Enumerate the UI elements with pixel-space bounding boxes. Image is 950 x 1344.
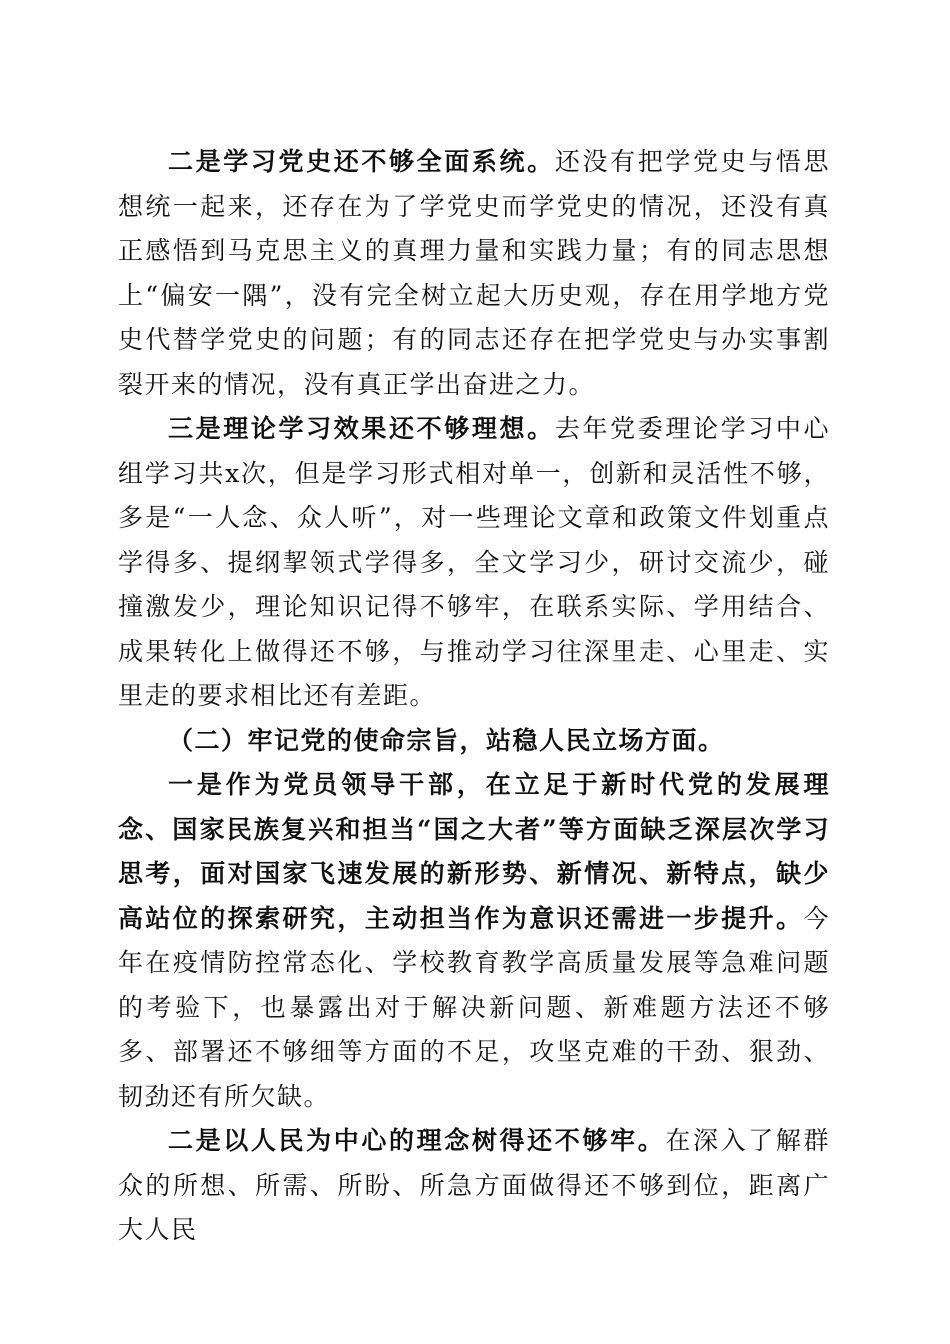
- paragraph-text: 还没有把学党史与悟思想统一起来，还存在为了学党史而学党史的情况，还没有真正感悟到马克思主义的真理力量和实践力量；有的同志思想上“偏安一隅”，没有完全树立起大历史观，存在用学地方党史代替学党史的问题；有的同志还存在把学党史与办实事割裂开来的情况，没有真正学出奋进之力。: [118, 147, 830, 399]
- paragraph-text: 今年在疫情防控常态化、学校教育教学高质量发展等急难问题的考验下，也暴露出对于解决新问题、新难题方法还不够多、部署还不够细等方面的不足，攻坚克难的干劲、狠劲、韧劲还有所欠缺。: [118, 903, 830, 1111]
- document-body: [118, 140, 830, 1253]
- section-heading-text: （二）牢记党的使命宗旨，站稳人民立场方面。: [168, 725, 725, 755]
- paragraph-lead: 一是作为党员领导干部，在立足于新时代党的发展理念、国家民族复兴和担当“国之大者”等方面缺乏深层次学习思考，面对国家飞速发展的新形势、新情况、新特点，缺少高站位的探索研究，主动担当作为意识还需进一步提升。: [118, 770, 830, 933]
- paragraph-text: 在深入了解群众的所想、所需、所盼、所急方面做得还不够到位，距离广大人民: [118, 1126, 830, 1244]
- section-heading: [118, 719, 830, 764]
- paragraph-lead: 二是学习党史还不够全面系统。: [168, 147, 555, 176]
- paragraph-text: 去年党委理论学习中心组学习共x次，但是学习形式相对单一，创新和灵活性不够，多是“一人念、众人听”，对一些理论文章和政策文件划重点学得多、提纲挈领式学得多，全文学习少，研讨交流少，碰撞激发少，理论知识记得不够牢，在联系实际、学用结合、成果转化上做得还不够，与推动学习往深里走、心里走、实里走的要求相比还有差距。: [118, 414, 830, 710]
- paragraph-theory-study: [118, 407, 830, 719]
- paragraph-lead: 三是理论学习效果还不够理想。: [168, 414, 555, 443]
- paragraph-people-centered: [118, 1119, 830, 1253]
- paragraph-leadership: [118, 763, 830, 1119]
- paragraph-lead: 二是以人民为中心的理念树得还不够牢。: [168, 1126, 666, 1155]
- paragraph-party-history: [118, 140, 830, 407]
